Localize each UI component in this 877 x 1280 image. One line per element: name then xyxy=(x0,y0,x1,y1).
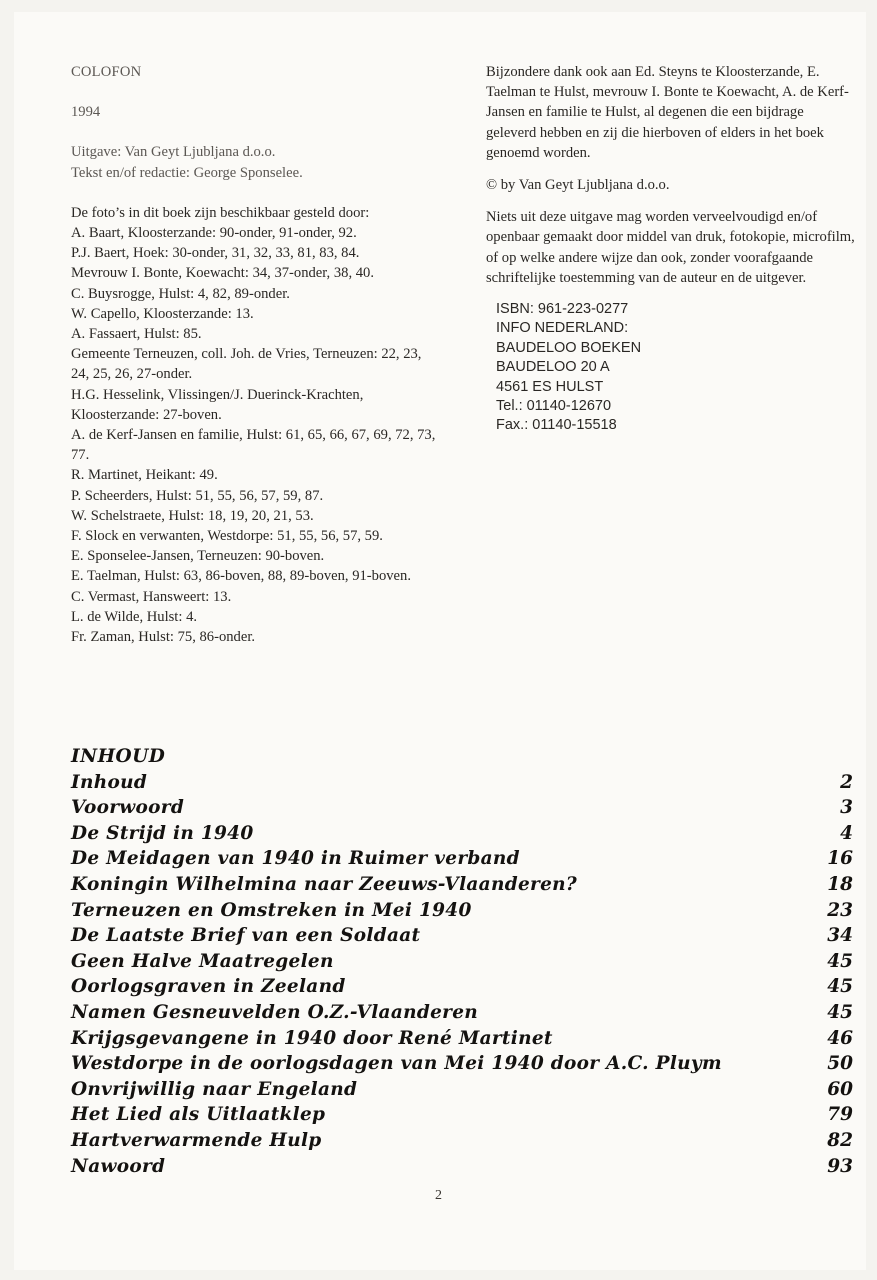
toc-entry xyxy=(71,821,853,847)
photo-credits-list xyxy=(71,223,441,647)
photo-credit: Gemeente Terneuzen, coll. Joh. de Vries, Terneuzen: 22, 23, 24, 25, 26, 27-onder. xyxy=(71,346,422,383)
photo-credit: A. Baart, Kloosterzande: 90-onder, 91-onder, 92. xyxy=(71,225,357,242)
toc-entry-title: Terneuzen en Omstreken in Mei 1940 xyxy=(71,899,472,921)
toc-entry-page: 4 xyxy=(840,822,853,844)
photo-credit: A. de Kerf-Jansen en familie, Hulst: 61, 65, 66, 67, 69, 72, 73, 77. xyxy=(71,427,436,464)
toc-entry-page: 93 xyxy=(827,1155,853,1177)
photo-credit: Fr. Zaman, Hulst: 75, 86-onder. xyxy=(71,629,256,646)
rights-notice: Niets uit deze uitgave mag worden verveelvoudigd en/of openbaar gemaakt door middel van druk, fotokopie, microfilm, of op welke andere wijze dan ook, zonder voorafgaande schriftelijke toestemming van de auteur en de uitgever. xyxy=(486,209,855,286)
photo-credit: C. Buysrogge, Hulst: 4, 82, 89-onder. xyxy=(71,285,290,302)
photo-credit: P.J. Baert, Hoek: 30-onder, 31, 32, 33, 81, 83, 84. xyxy=(71,245,360,262)
photo-credit: C. Vermast, Hansweert: 13. xyxy=(71,588,232,605)
contact-line: Fax.: 01140-15518 xyxy=(496,417,617,434)
toc-entry xyxy=(71,1077,853,1103)
toc-entry xyxy=(71,1154,853,1180)
toc-entry xyxy=(71,846,853,872)
toc-entry-title: Nawoord xyxy=(71,1155,166,1177)
toc-entry xyxy=(71,974,853,1000)
photo-credit: L. de Wilde, Hulst: 4. xyxy=(71,608,198,625)
toc-entry xyxy=(71,1051,853,1077)
toc-entry-page: 34 xyxy=(827,925,853,947)
contact-line: BAUDELOO BOEKEN xyxy=(496,339,642,356)
table-of-contents xyxy=(71,744,853,1179)
toc-entry xyxy=(71,872,853,898)
photo-credit: H.G. Hesselink, Vlissingen/J. Duerinck-Krachten, Kloosterzande: 27-boven. xyxy=(71,386,364,423)
toc-entry-page: 60 xyxy=(827,1078,853,1100)
page-number: 2 xyxy=(435,1188,442,1203)
photo-credit: R. Martinet, Heikant: 49. xyxy=(71,467,218,484)
colofon-editor: Tekst en/of redactie: George Sponselee. xyxy=(71,164,303,181)
toc-entry-page: 18 xyxy=(827,873,853,895)
toc-entry xyxy=(71,1102,853,1128)
colofon-year: 1994 xyxy=(71,104,101,121)
toc-entry-page: 45 xyxy=(827,976,853,998)
toc-entry-page: 82 xyxy=(827,1129,853,1151)
toc-entry xyxy=(71,1000,853,1026)
toc-entry-title: De Strijd in 1940 xyxy=(71,822,254,844)
toc-entry-title: De Meidagen van 1940 in Ruimer verband xyxy=(71,848,520,870)
photo-credit: W. Schelstraete, Hulst: 18, 19, 20, 21, 53. xyxy=(71,507,314,524)
toc-entry-title: Oorlogsgraven in Zeeland xyxy=(71,976,346,998)
toc-entry xyxy=(71,1026,853,1052)
toc-entry xyxy=(71,1128,853,1154)
contact-line: Tel.: 01140-12670 xyxy=(496,398,612,415)
toc-entry-page: 3 xyxy=(840,797,853,819)
toc-entry xyxy=(71,770,853,796)
photo-credit: Mevrouw I. Bonte, Koewacht: 34, 37-onder, 38, 40. xyxy=(71,265,374,282)
colofon-left-column xyxy=(71,62,441,647)
contact-line: 4561 ES HULST xyxy=(496,378,604,395)
contact-line: ISBN: 961-223-0277 xyxy=(496,301,629,318)
photo-credit: A. Fassaert, Hulst: 85. xyxy=(71,326,202,343)
toc-entry xyxy=(71,898,853,924)
toc-entry-page: 46 xyxy=(827,1027,853,1049)
toc-entry-page: 23 xyxy=(827,899,853,921)
photo-credit: W. Capello, Kloosterzande: 13. xyxy=(71,305,254,322)
toc-entry-page: 45 xyxy=(827,950,853,972)
toc-entry-title: Hartverwarmende Hulp xyxy=(71,1129,322,1151)
toc-entry-title: Het Lied als Uitlaatklep xyxy=(71,1104,326,1126)
acknowledgements: Bijzondere dank ook aan Ed. Steyns te Kloosterzande, E. Taelman te Hulst, mevrouw I. Bonte te Koewacht, A. de Kerf-Jansen en familie te Hulst, al degenen die een bijdrage geleverd hebben en zij die hierboven of elders in het boek genoemd worden. xyxy=(486,64,849,161)
photo-credit: E. Taelman, Hulst: 63, 86-boven, 88, 89-boven, 91-boven. xyxy=(71,568,411,585)
toc-entry-page: 45 xyxy=(827,1001,853,1023)
contact-block xyxy=(496,300,856,436)
photos-intro: De foto’s in dit boek zijn beschikbaar gesteld door: xyxy=(71,204,370,221)
toc-entry-page: 50 xyxy=(827,1053,853,1075)
toc-entry-title: Inhoud xyxy=(71,771,148,793)
toc-entry-title: Voorwoord xyxy=(71,797,185,819)
toc-list xyxy=(71,770,853,1180)
photo-credit: P. Scheerders, Hulst: 51, 55, 56, 57, 59, 87. xyxy=(71,487,324,504)
toc-entry-page: 16 xyxy=(827,848,853,870)
toc-entry-page: 2 xyxy=(840,771,853,793)
toc-entry-title: Onvrijwillig naar Engeland xyxy=(71,1078,358,1100)
photo-credit: E. Sponselee-Jansen, Terneuzen: 90-boven. xyxy=(71,548,325,565)
toc-entry xyxy=(71,795,853,821)
toc-entry xyxy=(71,949,853,975)
colofon-publisher: Uitgave: Van Geyt Ljubljana d.o.o. xyxy=(71,144,276,161)
toc-entry xyxy=(71,923,853,949)
toc-entry-title: Westdorpe in de oorlogsdagen van Mei 1940 door A.C. Pluym xyxy=(71,1053,722,1075)
copyright-notice: © by Van Geyt Ljubljana d.o.o. xyxy=(486,177,670,194)
toc-entry-title: Krijgsgevangene in 1940 door René Martinet xyxy=(71,1027,553,1049)
toc-entry-title: De Laatste Brief van een Soldaat xyxy=(71,925,421,947)
contact-line: INFO NEDERLAND: xyxy=(496,320,629,337)
contact-line: BAUDELOO 20 A xyxy=(496,359,610,376)
colofon-right-column xyxy=(486,62,856,436)
toc-title: INHOUD xyxy=(71,746,166,767)
toc-entry-title: Koningin Wilhelmina naar Zeeuws-Vlaanderen? xyxy=(71,873,578,895)
toc-entry-title: Namen Gesneuvelden O.Z.-Vlaanderen xyxy=(71,1001,479,1023)
toc-entry-title: Geen Halve Maatregelen xyxy=(71,950,334,972)
photo-credit: F. Slock en verwanten, Westdorpe: 51, 55, 56, 57, 59. xyxy=(71,528,383,545)
toc-entry-page: 79 xyxy=(827,1104,853,1126)
colofon-heading: COLOFON xyxy=(71,64,142,80)
